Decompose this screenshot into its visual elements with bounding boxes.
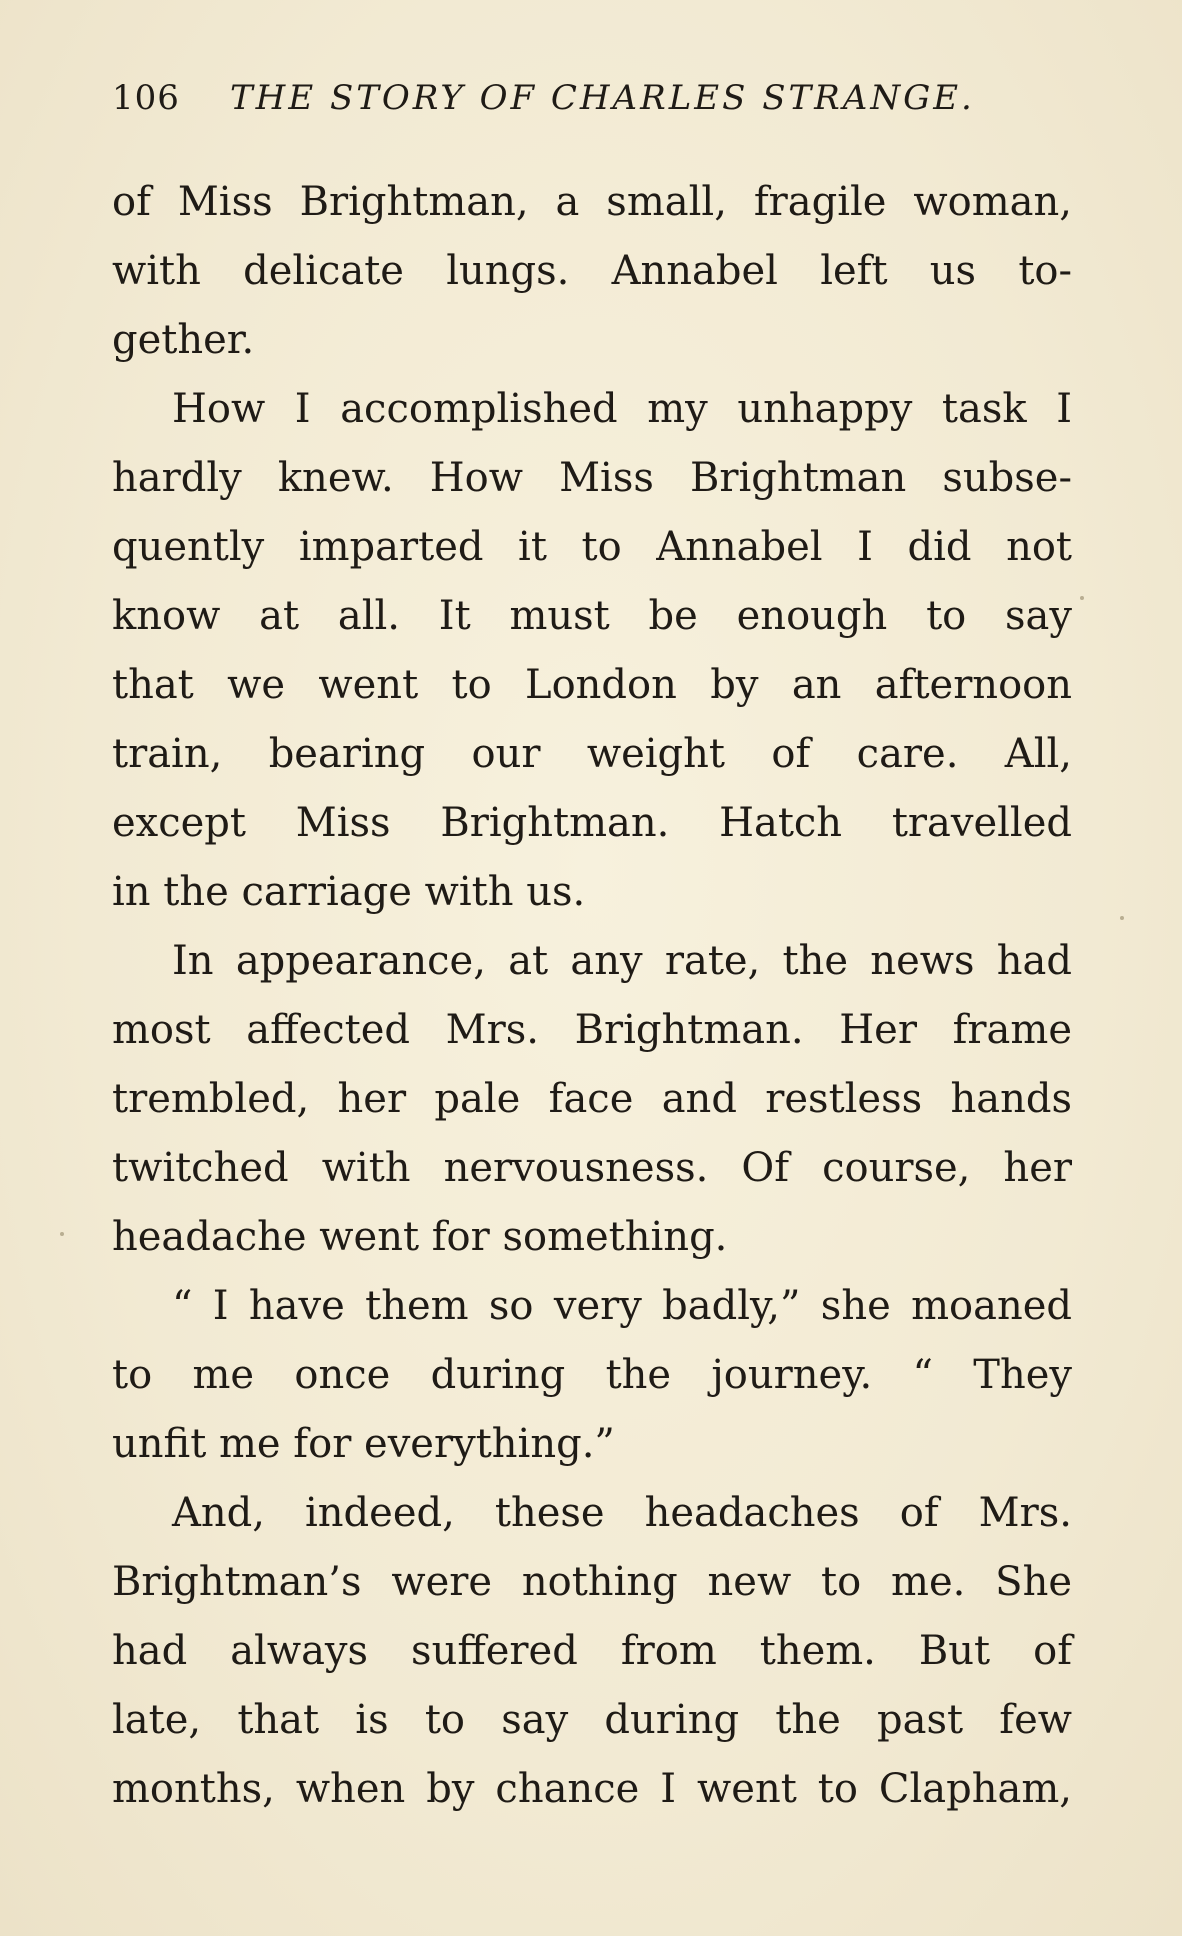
paper-speck [1080,596,1084,600]
text-line: headache went for something. [112,1214,728,1260]
running-title: THE STORY OF CHARLES STRANGE. [230,78,975,118]
text-line: to me once during the journey. “ They [112,1352,1072,1398]
paper-speck [60,1232,64,1236]
text-line: How I accomplished my unhappy task I [172,386,1072,432]
text-line: that we went to London by an afternoon [112,662,1072,708]
text-line: twitched with nervousness. Of course, her [112,1145,1072,1191]
text-line: had always suffered from them. But of [112,1628,1072,1674]
text-line: know at all. It must be enough to say [112,593,1072,639]
text-line: most affected Mrs. Brightman. Her frame [112,1007,1072,1053]
text-line: of Miss Brightman, a small, fragile woman, [112,179,1072,225]
text-line: quently imparted it to Annabel I did not [112,524,1072,570]
text-line: unfit me for everything.” [112,1421,615,1467]
text-line: late, that is to say during the past few [112,1697,1072,1743]
text-line: except Miss Brightman. Hatch travelled [112,800,1072,846]
text-line: “ I have them so very badly,” she moaned [172,1283,1072,1329]
text-line: In appearance, at any rate, the news had [172,938,1072,984]
text-line: train, bearing our weight of care. All, [112,731,1072,777]
text-line: Brightman’s were nothing new to me. She [112,1559,1072,1605]
text-line: trembled, her pale face and restless hands [112,1076,1072,1122]
text-line: gether. [112,317,255,363]
paper-speck [1120,916,1124,920]
page-number: 106 [112,78,180,118]
text-line: And, indeed, these headaches of Mrs. [172,1490,1072,1536]
body-text [112,168,1072,1824]
text-line: hardly knew. How Miss Brightman subse- [112,455,1072,501]
text-line: in the carriage with us. [112,869,586,915]
page-header [112,72,1072,128]
text-line: with delicate lungs. Annabel left us to- [112,248,1072,294]
text-line: months, when by chance I went to Clapham, [112,1766,1072,1812]
